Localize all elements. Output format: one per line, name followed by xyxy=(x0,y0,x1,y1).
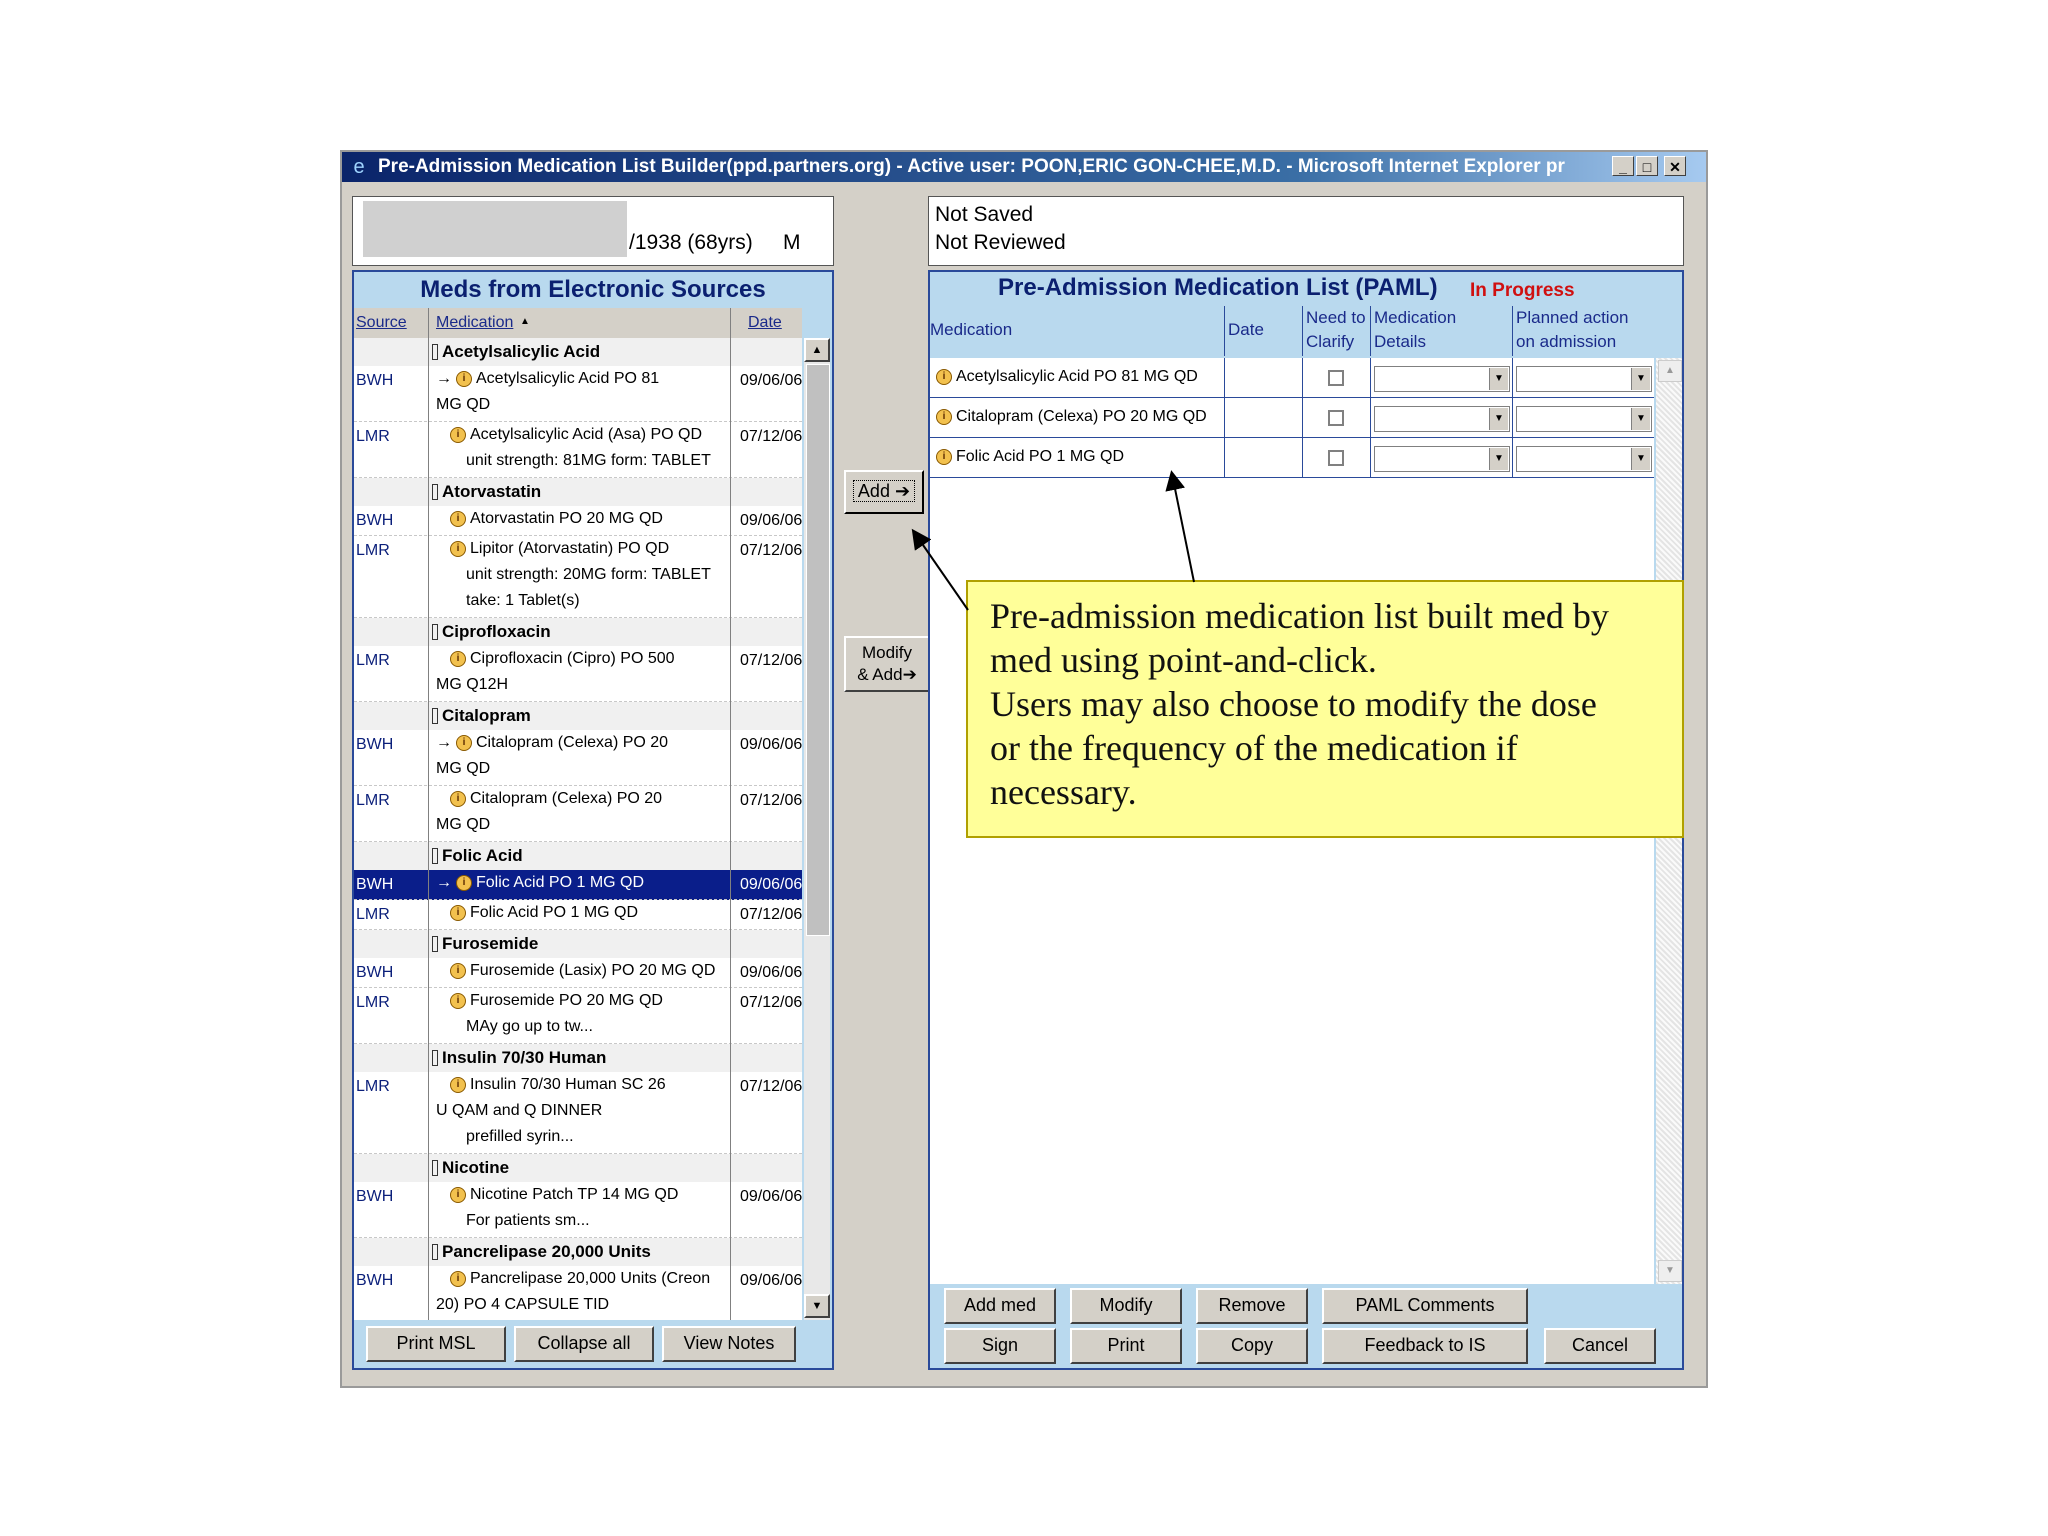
paml-medication-text: Citalopram (Celexa) PO 20 MG QD xyxy=(956,408,1207,425)
med-line-2: 20) PO 4 CAPSULE TID xyxy=(436,1296,610,1313)
info-icon[interactable]: i xyxy=(456,735,472,751)
med-line-2: unit strength: 20MG form: TABLET xyxy=(466,566,711,583)
med-source: BWH xyxy=(356,736,394,753)
med-source: LMR xyxy=(356,542,390,559)
med-date: 09/06/06 xyxy=(740,372,802,389)
callout-line-3: Users may also choose to modify the dose xyxy=(990,684,1597,724)
col-date[interactable]: Date xyxy=(748,314,782,331)
paml-col-date: Date xyxy=(1228,320,1264,339)
arrow-right-icon: ➔ xyxy=(902,665,917,684)
med-line-2: MG QD xyxy=(436,760,491,777)
arrow-to-add-button xyxy=(914,532,968,610)
scroll-up-arrow-icon[interactable]: ▲ xyxy=(804,338,830,362)
callout-line-1: Pre-admission medication list built med by xyxy=(990,596,1609,636)
modify-add-line1: Modify xyxy=(861,643,913,662)
med-line-1-text: Ciprofloxacin (Cipro) PO 500 xyxy=(470,650,675,667)
med-group-name: Acetylsalicylic Acid xyxy=(442,342,601,361)
med-source: LMR xyxy=(356,792,390,809)
med-source: BWH xyxy=(356,372,394,389)
info-icon[interactable]: i xyxy=(936,449,952,465)
med-line-1-text: Citalopram (Celexa) PO 20 xyxy=(470,790,663,807)
paml-col-details-2: Details xyxy=(1374,332,1426,351)
med-source: BWH xyxy=(356,512,394,529)
review-status: Not Reviewed xyxy=(935,231,1066,254)
dropdown-arrow-icon[interactable]: ▼ xyxy=(1631,368,1650,390)
med-date: 07/12/06 xyxy=(740,652,802,669)
cancel-button[interactable]: Cancel xyxy=(1544,1328,1656,1364)
paml-scroll-down-icon[interactable]: ▼ xyxy=(1658,1260,1682,1282)
med-line-1-text: Lipitor (Atorvastatin) PO QD xyxy=(470,540,670,557)
med-date: 09/06/06 xyxy=(740,1272,802,1289)
dropdown-arrow-icon[interactable]: ▼ xyxy=(1489,448,1508,470)
info-icon[interactable]: i xyxy=(450,993,466,1009)
med-source: LMR xyxy=(356,428,390,445)
med-line-1-text: Furosemide (Lasix) PO 20 MG QD xyxy=(470,962,716,979)
info-icon[interactable]: i xyxy=(450,427,466,443)
med-source: LMR xyxy=(356,994,390,1011)
med-group-name: Ciprofloxacin xyxy=(442,622,551,641)
med-line-2: MG QD xyxy=(436,396,491,413)
paml-medication-text: Acetylsalicylic Acid PO 81 MG QD xyxy=(956,368,1198,385)
med-group-name: Folic Acid xyxy=(442,846,523,865)
paml-col-details-1: Medication xyxy=(1374,308,1457,327)
med-date: 07/12/06 xyxy=(740,428,802,445)
paml-comments-button[interactable]: PAML Comments xyxy=(1322,1288,1528,1324)
med-date: 09/06/06 xyxy=(740,512,802,529)
info-icon[interactable]: i xyxy=(936,369,952,385)
med-line-2: MAy go up to tw... xyxy=(466,1018,593,1035)
callout-line-2: med using point-and-click. xyxy=(990,640,1377,680)
med-date: 07/12/06 xyxy=(740,542,802,559)
info-icon[interactable]: i xyxy=(450,1271,466,1287)
arrow-right-icon: → xyxy=(436,874,452,891)
dropdown-arrow-icon[interactable]: ▼ xyxy=(1489,408,1508,430)
window-title: Pre-Admission Medication List Builder(ppd.partners.org) - Active user: POON,ERIC GON-CHEE,M.D. - Microsoft Internet Explorer pr xyxy=(378,156,1565,177)
view-notes-button[interactable]: View Notes xyxy=(662,1326,796,1362)
med-line-1-text: Pancrelipase 20,000 Units (Creon xyxy=(470,1270,711,1287)
arrow-to-paml-table xyxy=(1172,474,1194,582)
paml-medication-text: Folic Acid PO 1 MG QD xyxy=(956,448,1125,465)
med-date: 07/12/06 xyxy=(740,792,802,809)
med-line-1-text: Acetylsalicylic Acid PO 81 xyxy=(476,370,660,387)
med-date: 07/12/06 xyxy=(740,906,802,923)
callout-line-4: or the frequency of the medication if xyxy=(990,728,1518,768)
callout-arrows xyxy=(342,152,1706,1386)
browser-window xyxy=(340,150,1708,1388)
sign-button[interactable]: Sign xyxy=(944,1328,1056,1364)
info-icon[interactable]: i xyxy=(450,1187,466,1203)
paml-col-clarify-2: Clarify xyxy=(1306,332,1355,351)
med-line-2: MG QD xyxy=(436,816,491,833)
feedback-to-is-button[interactable]: Feedback to IS xyxy=(1322,1328,1528,1364)
med-group-name: Atorvastatin xyxy=(442,482,542,501)
med-group-name: Insulin 70/30 Human xyxy=(442,1048,607,1067)
modify-add-text: & Add xyxy=(857,665,903,684)
med-line-2: MG Q12H xyxy=(436,676,509,693)
dropdown-arrow-icon[interactable]: ▼ xyxy=(1631,448,1650,470)
med-line-1-text: Acetylsalicylic Acid (Asa) PO QD xyxy=(470,426,703,443)
dropdown-arrow-icon[interactable]: ▼ xyxy=(1489,368,1508,390)
save-status: Not Saved xyxy=(935,203,1034,226)
remove-button[interactable]: Remove xyxy=(1196,1288,1308,1324)
arrow-right-icon: → xyxy=(436,370,452,387)
scroll-down-arrow-icon[interactable]: ▼ xyxy=(804,1294,830,1318)
dropdown-arrow-icon[interactable]: ▼ xyxy=(1631,408,1650,430)
arrow-right-icon: → xyxy=(436,734,452,751)
med-source: LMR xyxy=(356,652,390,669)
med-date: 07/12/06 xyxy=(740,1078,802,1095)
patient-dob-age: /1938 (68yrs) xyxy=(629,231,753,254)
info-icon[interactable]: i xyxy=(450,905,466,921)
med-source: BWH xyxy=(356,1188,394,1205)
med-date: 09/06/06 xyxy=(740,876,802,893)
med-date: 09/06/06 xyxy=(740,1188,802,1205)
copy-button[interactable]: Copy xyxy=(1196,1328,1308,1364)
med-line-1-text: Folic Acid PO 1 MG QD xyxy=(470,904,639,921)
info-icon[interactable]: i xyxy=(450,651,466,667)
info-icon[interactable]: i xyxy=(936,409,952,425)
med-line-3: take: 1 Tablet(s) xyxy=(466,592,580,609)
col-source[interactable]: Source xyxy=(356,314,407,331)
add-med-button[interactable]: Add med xyxy=(944,1288,1056,1324)
maximize-button[interactable]: □ xyxy=(1636,156,1658,176)
med-source: BWH xyxy=(356,964,394,981)
left-panel-title: Meds from Electronic Sources xyxy=(420,276,766,303)
modify-button[interactable]: Modify xyxy=(1070,1288,1182,1324)
paml-status-badge: In Progress xyxy=(1470,280,1575,301)
info-icon[interactable]: i xyxy=(450,963,466,979)
med-line-1-text: Insulin 70/30 Human SC 26 xyxy=(470,1076,666,1093)
info-icon[interactable]: i xyxy=(450,1077,466,1093)
add-text: Add xyxy=(857,481,890,501)
med-date: 07/12/06 xyxy=(740,994,802,1011)
paml-title: Pre-Admission Medication List (PAML) xyxy=(998,274,1438,301)
med-line-2: U QAM and Q DINNER xyxy=(436,1102,603,1119)
sort-ascending-icon: ▲ xyxy=(520,316,530,327)
med-group-name: Furosemide xyxy=(442,934,539,953)
med-group-name: Pancrelipase 20,000 Units xyxy=(442,1242,651,1261)
med-line-1-text: Furosemide PO 20 MG QD xyxy=(470,992,663,1009)
info-icon[interactable]: i xyxy=(450,541,466,557)
collapse-all-button[interactable]: Collapse all xyxy=(514,1326,654,1362)
paml-col-medication: Medication xyxy=(930,320,1013,339)
med-line-1-text: Atorvastatin PO 20 MG QD xyxy=(470,510,663,527)
med-date: 09/06/06 xyxy=(740,736,802,753)
paml-scroll-up-icon[interactable]: ▲ xyxy=(1658,360,1682,382)
patient-sex: M xyxy=(783,231,801,254)
print-msl-button[interactable]: Print MSL xyxy=(366,1326,506,1362)
med-date: 09/06/06 xyxy=(740,964,802,981)
close-button[interactable]: ✕ xyxy=(1664,156,1686,176)
col-medication[interactable]: Medication xyxy=(436,314,514,331)
med-line-1-text: Nicotine Patch TP 14 MG QD xyxy=(470,1186,679,1203)
info-icon[interactable]: i xyxy=(456,371,472,387)
info-icon[interactable]: i xyxy=(456,875,472,891)
minimize-button[interactable]: _ xyxy=(1612,156,1634,176)
info-icon[interactable]: i xyxy=(450,511,466,527)
arrow-right-icon: ➔ xyxy=(894,481,911,501)
med-line-3: prefilled syrin... xyxy=(466,1128,574,1145)
med-line-2: For patients sm... xyxy=(466,1212,590,1229)
paml-col-clarify-1: Need to xyxy=(1306,308,1366,327)
callout-line-5: necessary. xyxy=(990,772,1137,812)
med-group-name: Nicotine xyxy=(442,1158,510,1177)
paml-col-action-1: Planned action xyxy=(1516,308,1629,327)
med-source: LMR xyxy=(356,906,390,923)
med-line-1-text: Citalopram (Celexa) PO 20 xyxy=(476,734,669,751)
med-source: BWH xyxy=(356,1272,394,1289)
med-source: BWH xyxy=(356,876,394,893)
med-group-name: Citalopram xyxy=(442,706,531,725)
med-line-2: unit strength: 81MG form: TABLET xyxy=(466,452,711,469)
med-line-1-text: Folic Acid PO 1 MG QD xyxy=(476,874,645,891)
med-source: LMR xyxy=(356,1078,390,1095)
info-icon[interactable]: i xyxy=(450,791,466,807)
paml-col-action-2: on admission xyxy=(1516,332,1617,351)
print-button[interactable]: Print xyxy=(1070,1328,1182,1364)
ie-icon: e xyxy=(353,156,365,178)
